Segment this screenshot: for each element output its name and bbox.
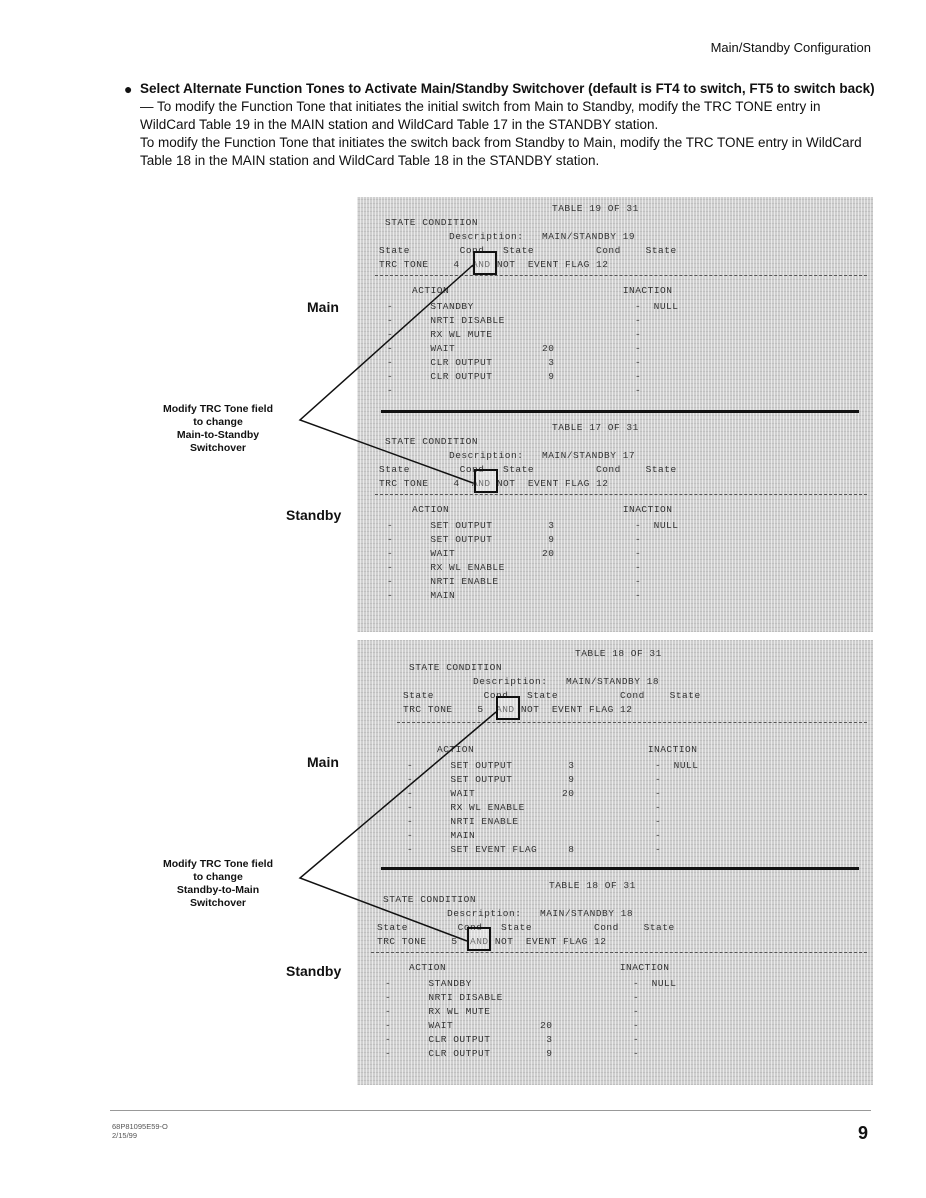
trc-tone-row: TRC TONE 5 AND NOT EVENT FLAG 12 [377, 936, 607, 947]
state-condition: STATE CONDITION [385, 436, 479, 447]
description: Description: MAIN/STANDBY 17 [449, 450, 636, 461]
action-row: - MAIN - [387, 590, 642, 601]
state-condition: STATE CONDITION [409, 662, 503, 673]
action-row: - SET OUTPUT 9 - [387, 534, 642, 545]
action-row: - SET OUTPUT 3 - NULL [387, 520, 679, 531]
cond-header: State Cond State Cond State [379, 245, 677, 256]
cond-header: State Cond State Cond State [379, 464, 677, 475]
action-row: - NRTI DISABLE - [385, 992, 640, 1003]
description: Description: MAIN/STANDBY 18 [447, 908, 634, 919]
description: Description: MAIN/STANDBY 18 [473, 676, 660, 687]
trc-tone-row: TRC TONE 5 AND NOT EVENT FLAG 12 [403, 704, 633, 715]
main-label: Main [307, 754, 339, 770]
table-title: TABLE 17 OF 31 [552, 422, 639, 433]
action-row: - MAIN - [407, 830, 662, 841]
bullet-para1-text: — To modify the Function Tone that initiates the initial switch from Main to Standby, modify the TRC TONE entry in WildCard Table 19 in the MAIN station and WildCard Table 17 in the STANDBY station. [140, 99, 821, 132]
action-row: - SET OUTPUT 9 - [407, 774, 662, 785]
action-row: - - [387, 385, 642, 396]
state-condition: STATE CONDITION [383, 894, 477, 905]
action-row: - WAIT 20 - [387, 548, 642, 559]
main-label: Main [307, 299, 339, 315]
page-number: 9 [857, 1123, 868, 1143]
bullet-dot-icon: ● [124, 81, 133, 97]
bullet-bold-text: Select Alternate Function Tones to Activate Main/Standby Switchover (default is FT4 to switch, FT5 to switch back) [140, 81, 875, 96]
action-header: ACTION INACTION [409, 962, 670, 973]
action-row: - NRTI DISABLE - [387, 315, 642, 326]
doc-date: 2/15/99 [112, 1131, 138, 1140]
action-row: - NRTI ENABLE - [387, 576, 642, 587]
trc-tone-row: TRC TONE 4 AND NOT EVENT FLAG 12 [379, 478, 609, 489]
table-title: TABLE 18 OF 31 [575, 648, 662, 659]
action-header: ACTION INACTION [437, 744, 698, 755]
callout-note: Modify TRC Tone field to change Standby-to-Main Switchover [162, 858, 274, 909]
action-row: - STANDBY - NULL [385, 978, 677, 989]
standby-label: Standby [286, 507, 342, 523]
action-row: - STANDBY - NULL [387, 301, 679, 312]
action-header: ACTION INACTION [412, 504, 673, 515]
action-row: - CLR OUTPUT 3 - [385, 1034, 640, 1045]
action-row: - RX WL MUTE - [385, 1006, 640, 1017]
state-condition: STATE CONDITION [385, 217, 479, 228]
footer-doc-info [112, 1122, 168, 1140]
action-row: - NRTI ENABLE - [407, 816, 662, 827]
action-row: - RX WL ENABLE - [387, 562, 642, 573]
action-row: - RX WL MUTE - [387, 329, 642, 340]
description: Description: MAIN/STANDBY 19 [449, 231, 636, 242]
standby-label: Standby [286, 963, 342, 979]
cond-header: State Cond State Cond State [403, 690, 701, 701]
section-title: Main/Standby Configuration [710, 40, 871, 55]
table-title: TABLE 18 OF 31 [549, 880, 636, 891]
action-row: - WAIT 20 - [387, 343, 642, 354]
doc-number: 68P81095E59-O [112, 1122, 168, 1131]
footer-rule [110, 1110, 871, 1111]
trc-tone-row: TRC TONE 4 AND NOT EVENT FLAG 12 [379, 259, 609, 270]
cond-header: State Cond State Cond State [377, 922, 675, 933]
table-title: TABLE 19 OF 31 [552, 203, 639, 214]
action-row: - SET EVENT FLAG 8 - [407, 844, 662, 855]
action-header: ACTION INACTION [412, 285, 673, 296]
action-row: - CLR OUTPUT 3 - [387, 357, 642, 368]
action-row: - CLR OUTPUT 9 - [385, 1048, 640, 1059]
action-row: - SET OUTPUT 3 - NULL [407, 760, 699, 771]
action-row: - WAIT 20 - [407, 788, 662, 799]
action-row: - WAIT 20 - [385, 1020, 640, 1031]
bullet-para-2: To modify the Function Tone that initiates the switch back from Standby to Main, modify the TRC TONE entry in WildCard Table 18 in the MAIN station and WildCard Table 18 in the STANDBY station. [140, 135, 862, 168]
action-row: - CLR OUTPUT 9 - [387, 371, 642, 382]
action-row: - RX WL ENABLE - [407, 802, 662, 813]
callout-note: Modify TRC Tone field to change Main-to-Standby Switchover [162, 403, 274, 454]
